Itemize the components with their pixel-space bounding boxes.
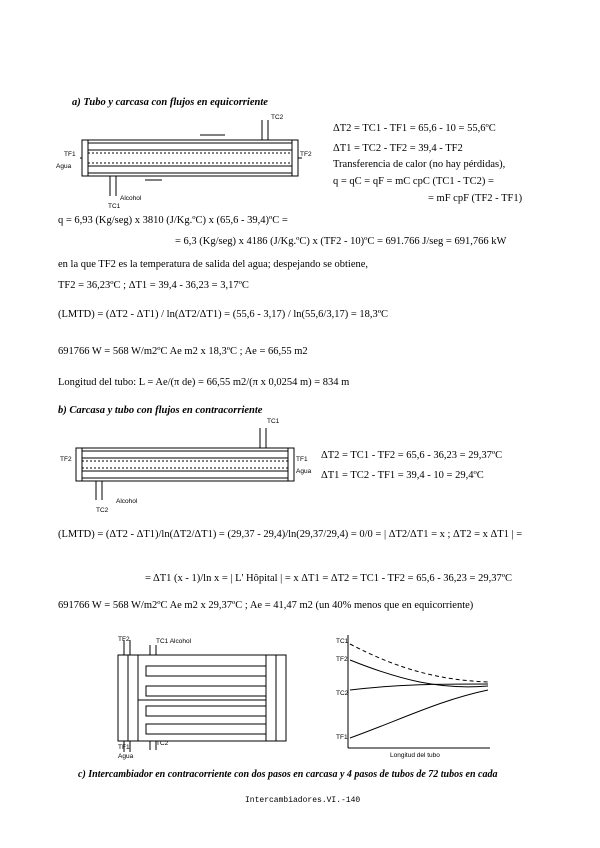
- label-a-tf1: TF1: [64, 151, 76, 158]
- label-b-agua: Agua: [296, 468, 312, 475]
- label-c-tc2: TC2: [156, 740, 169, 747]
- graph-label-tf1: TF1: [336, 734, 348, 741]
- label-a-alcohol: Alcohol: [120, 195, 142, 202]
- graph-label-tf2: TF2: [336, 656, 348, 663]
- eq-a-length: Longitud del tubo: L = Ae/(π de) = 66,55 m2/(π x 0,0254 m) = 834 m: [58, 377, 350, 388]
- eq-a-q1: q = qC = qF = mC cpC (TC1 - TC2) =: [333, 176, 494, 187]
- label-b-tc1: TC1: [267, 418, 280, 425]
- eq-b-area: 691766 W = 568 W/m2ºC Ae m2 x 29,37ºC ; Ae = 41,47 m2 (un 40% menos que en equicorriente): [58, 600, 474, 611]
- label-a-tf2: TF2: [300, 151, 312, 158]
- eq-b-dt1: ΔT1 = TC2 - TF1 = 39,4 - 10 = 29,4ºC: [321, 470, 484, 481]
- eq-b-dt2: ΔT2 = TC1 - TF2 = 65,6 - 36,23 = 29,37ºC: [321, 450, 503, 461]
- label-c-agua: Agua: [118, 753, 134, 760]
- text-a-tf2: en la que TF2 es la temperatura de salida del agua; despejando se obtiene,: [58, 259, 369, 270]
- label-b-alcohol: Alcohol: [116, 498, 138, 505]
- eq-b-lmtd: (LMTD) = (ΔT2 - ΔT1)/ln(ΔT2/ΔT1) = (29,37 - 29,4)/ln(29,37/29,4) = 0/0 = | ΔT2/ΔT1 = x ; ΔT2 = x ΔT1 | =: [58, 529, 523, 540]
- eq-a-area: 691766 W = 568 W/m2ºC Ae m2 x 18,3ºC ; Ae = 66,55 m2: [58, 346, 308, 357]
- section-a-heading: a) Tubo y carcasa con flujos en equicorriente: [72, 97, 268, 108]
- label-c-tc1-alcohol: TC1 Alcohol: [156, 638, 192, 645]
- eq-a-q3: q = 6,93 (Kg/seg) x 3810 (J/Kg.ºC) x (65,6 - 39,4)ºC =: [58, 215, 288, 226]
- graph-label-tc1: TC1: [336, 638, 349, 645]
- eq-a-tf2: TF2 = 36,23ºC ; ΔT1 = 39,4 - 36,23 = 3,17ºC: [58, 280, 249, 291]
- label-b-tf2: TF2: [60, 456, 72, 463]
- label-b-tf1: TF1: [296, 456, 308, 463]
- eq-b-hopital: = ΔT1 (x - 1)/ln x = | L' Hôpital | = x ΔT1 = ΔT2 = TC1 - TF2 = 65,6 - 36,23 = 29,37ºC: [145, 573, 512, 584]
- section-c-caption: c) Intercambiador en contracorriente con dos pasos en carcasa y 4 pasos de tubos de 72 tubos en cada: [78, 769, 498, 780]
- label-a-tc1: TC1: [108, 203, 121, 210]
- label-b-tc2: TC2: [96, 507, 109, 514]
- label-a-tc2: TC2: [271, 114, 284, 121]
- page-footer: Intercambiadores.VI.-140: [245, 796, 361, 805]
- eq-a-dt1: ΔT1 = TC2 - TF2 = 39,4 - TF2: [333, 143, 463, 154]
- text-heat-transfer: Transferencia de calor (no hay pérdidas),: [333, 159, 506, 170]
- eq-a-lmtd: (LMTD) = (ΔT2 - ΔT1) / ln(ΔT2/ΔT1) = (55,6 - 3,17) / ln(55,6/3,17) = 18,3ºC: [58, 309, 389, 320]
- graph-xlabel: Longitud del tubo: [390, 752, 440, 759]
- eq-a-q2: = mF cpF (TF2 - TF1): [428, 193, 523, 204]
- eq-a-q4: = 6,3 (Kg/seg) x 4186 (J/Kg.ºC) x (TF2 - 10)ºC = 691.766 J/seg = 691,766 kW: [175, 236, 507, 247]
- section-b-heading: b) Carcasa y tubo con flujos en contracorriente: [58, 405, 263, 416]
- label-a-agua: Agua: [56, 163, 72, 170]
- graph-label-tc2: TC2: [336, 690, 349, 697]
- eq-a-dt2: ΔT2 = TC1 - TF1 = 65,6 - 10 = 55,6ºC: [333, 123, 496, 134]
- label-c-tf1: TF1: [118, 744, 130, 751]
- label-c-tf2: TF2: [118, 636, 130, 643]
